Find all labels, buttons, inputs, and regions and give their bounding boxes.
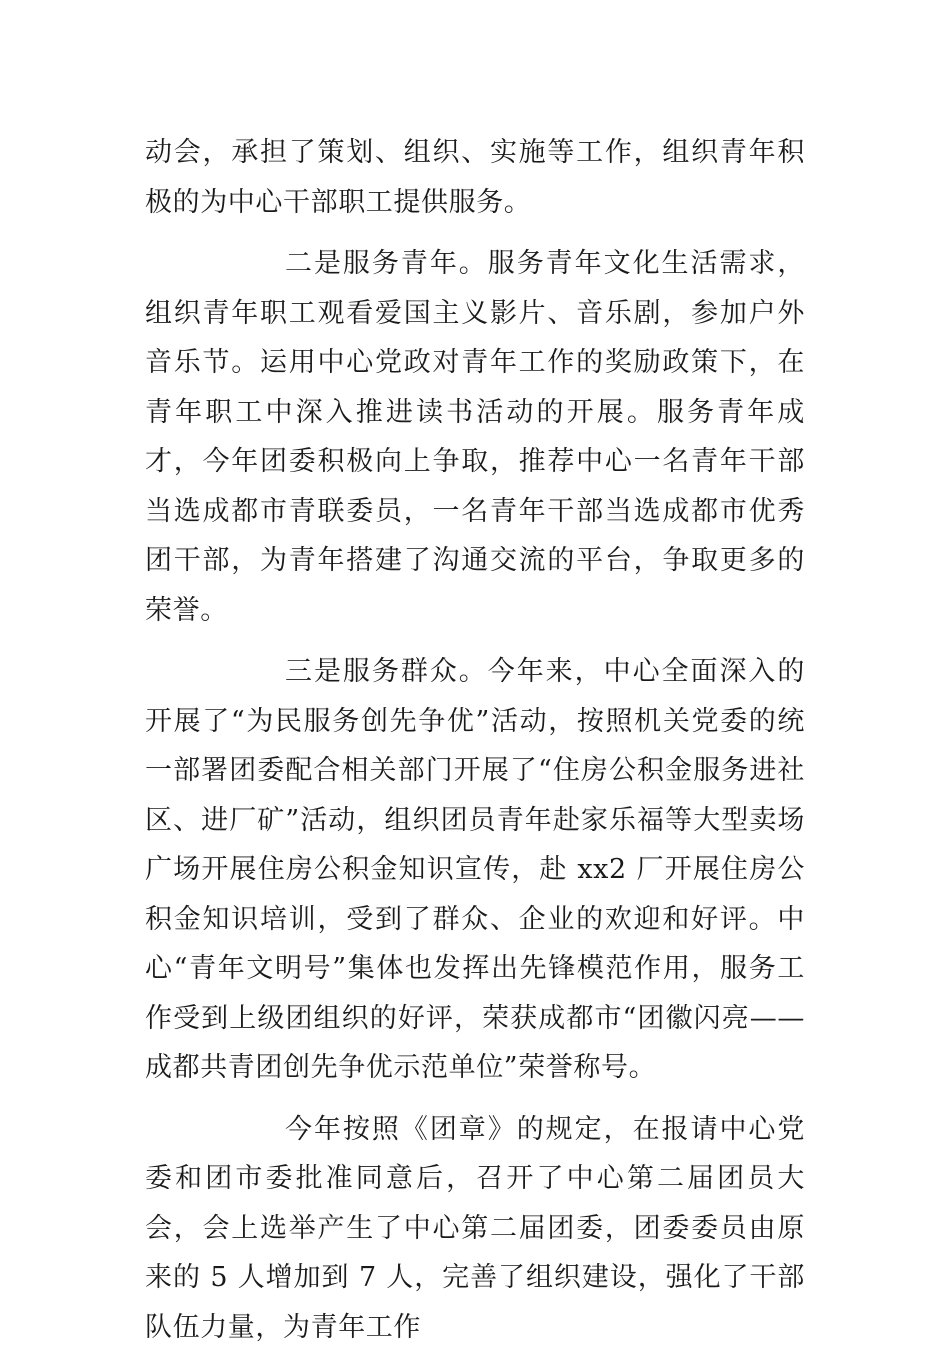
paragraph-continuation: 动会，承担了策划、组织、实施等工作，组织青年积极的为中心干部职工提供服务。 xyxy=(145,128,805,227)
paragraph-organization: 今年按照《团章》的规定，在报请中心党委和团市委批准同意后，召开了中心第二届团员大会，会上选举产生了中心第二届团委，团委委员由原来的 5 人增加到 7 人，完善了组织建设，强化了干部队伍力量，为青年工作 xyxy=(145,1105,805,1352)
paragraph-serve-youth: 二是服务青年。服务青年文化生活需求，组织青年职工观看爱国主义影片、音乐剧，参加户外音乐节。运用中心党政对青年工作的奖励政策下，在青年职工中深入推进读书活动的开展。服务青年成才，今年团委积极向上争取，推荐中心一名青年干部当选成都市青联委员，一名青年干部当选成都市优秀团干部，为青年搭建了沟通交流的平台，争取更多的荣誉。 xyxy=(145,239,805,635)
body-text xyxy=(145,128,805,1352)
paragraph-serve-public: 三是服务群众。今年来，中心全面深入的开展了“为民服务创先争优”活动，按照机关党委的统一部署团委配合相关部门开展了“住房公积金服务进社区、进厂矿”活动，组织团员青年赴家乐福等大型卖场广场开展住房公积金知识宣传，赴 xx2 厂开展住房公积金知识培训，受到了群众、企业的欢迎和好评。中心“青年文明号”集体也发挥出先锋模范作用，服务工作受到上级团组织的好评，荣获成都市“团徽闪亮——成都共青团创先争优示范单位”荣誉称号。 xyxy=(145,647,805,1093)
